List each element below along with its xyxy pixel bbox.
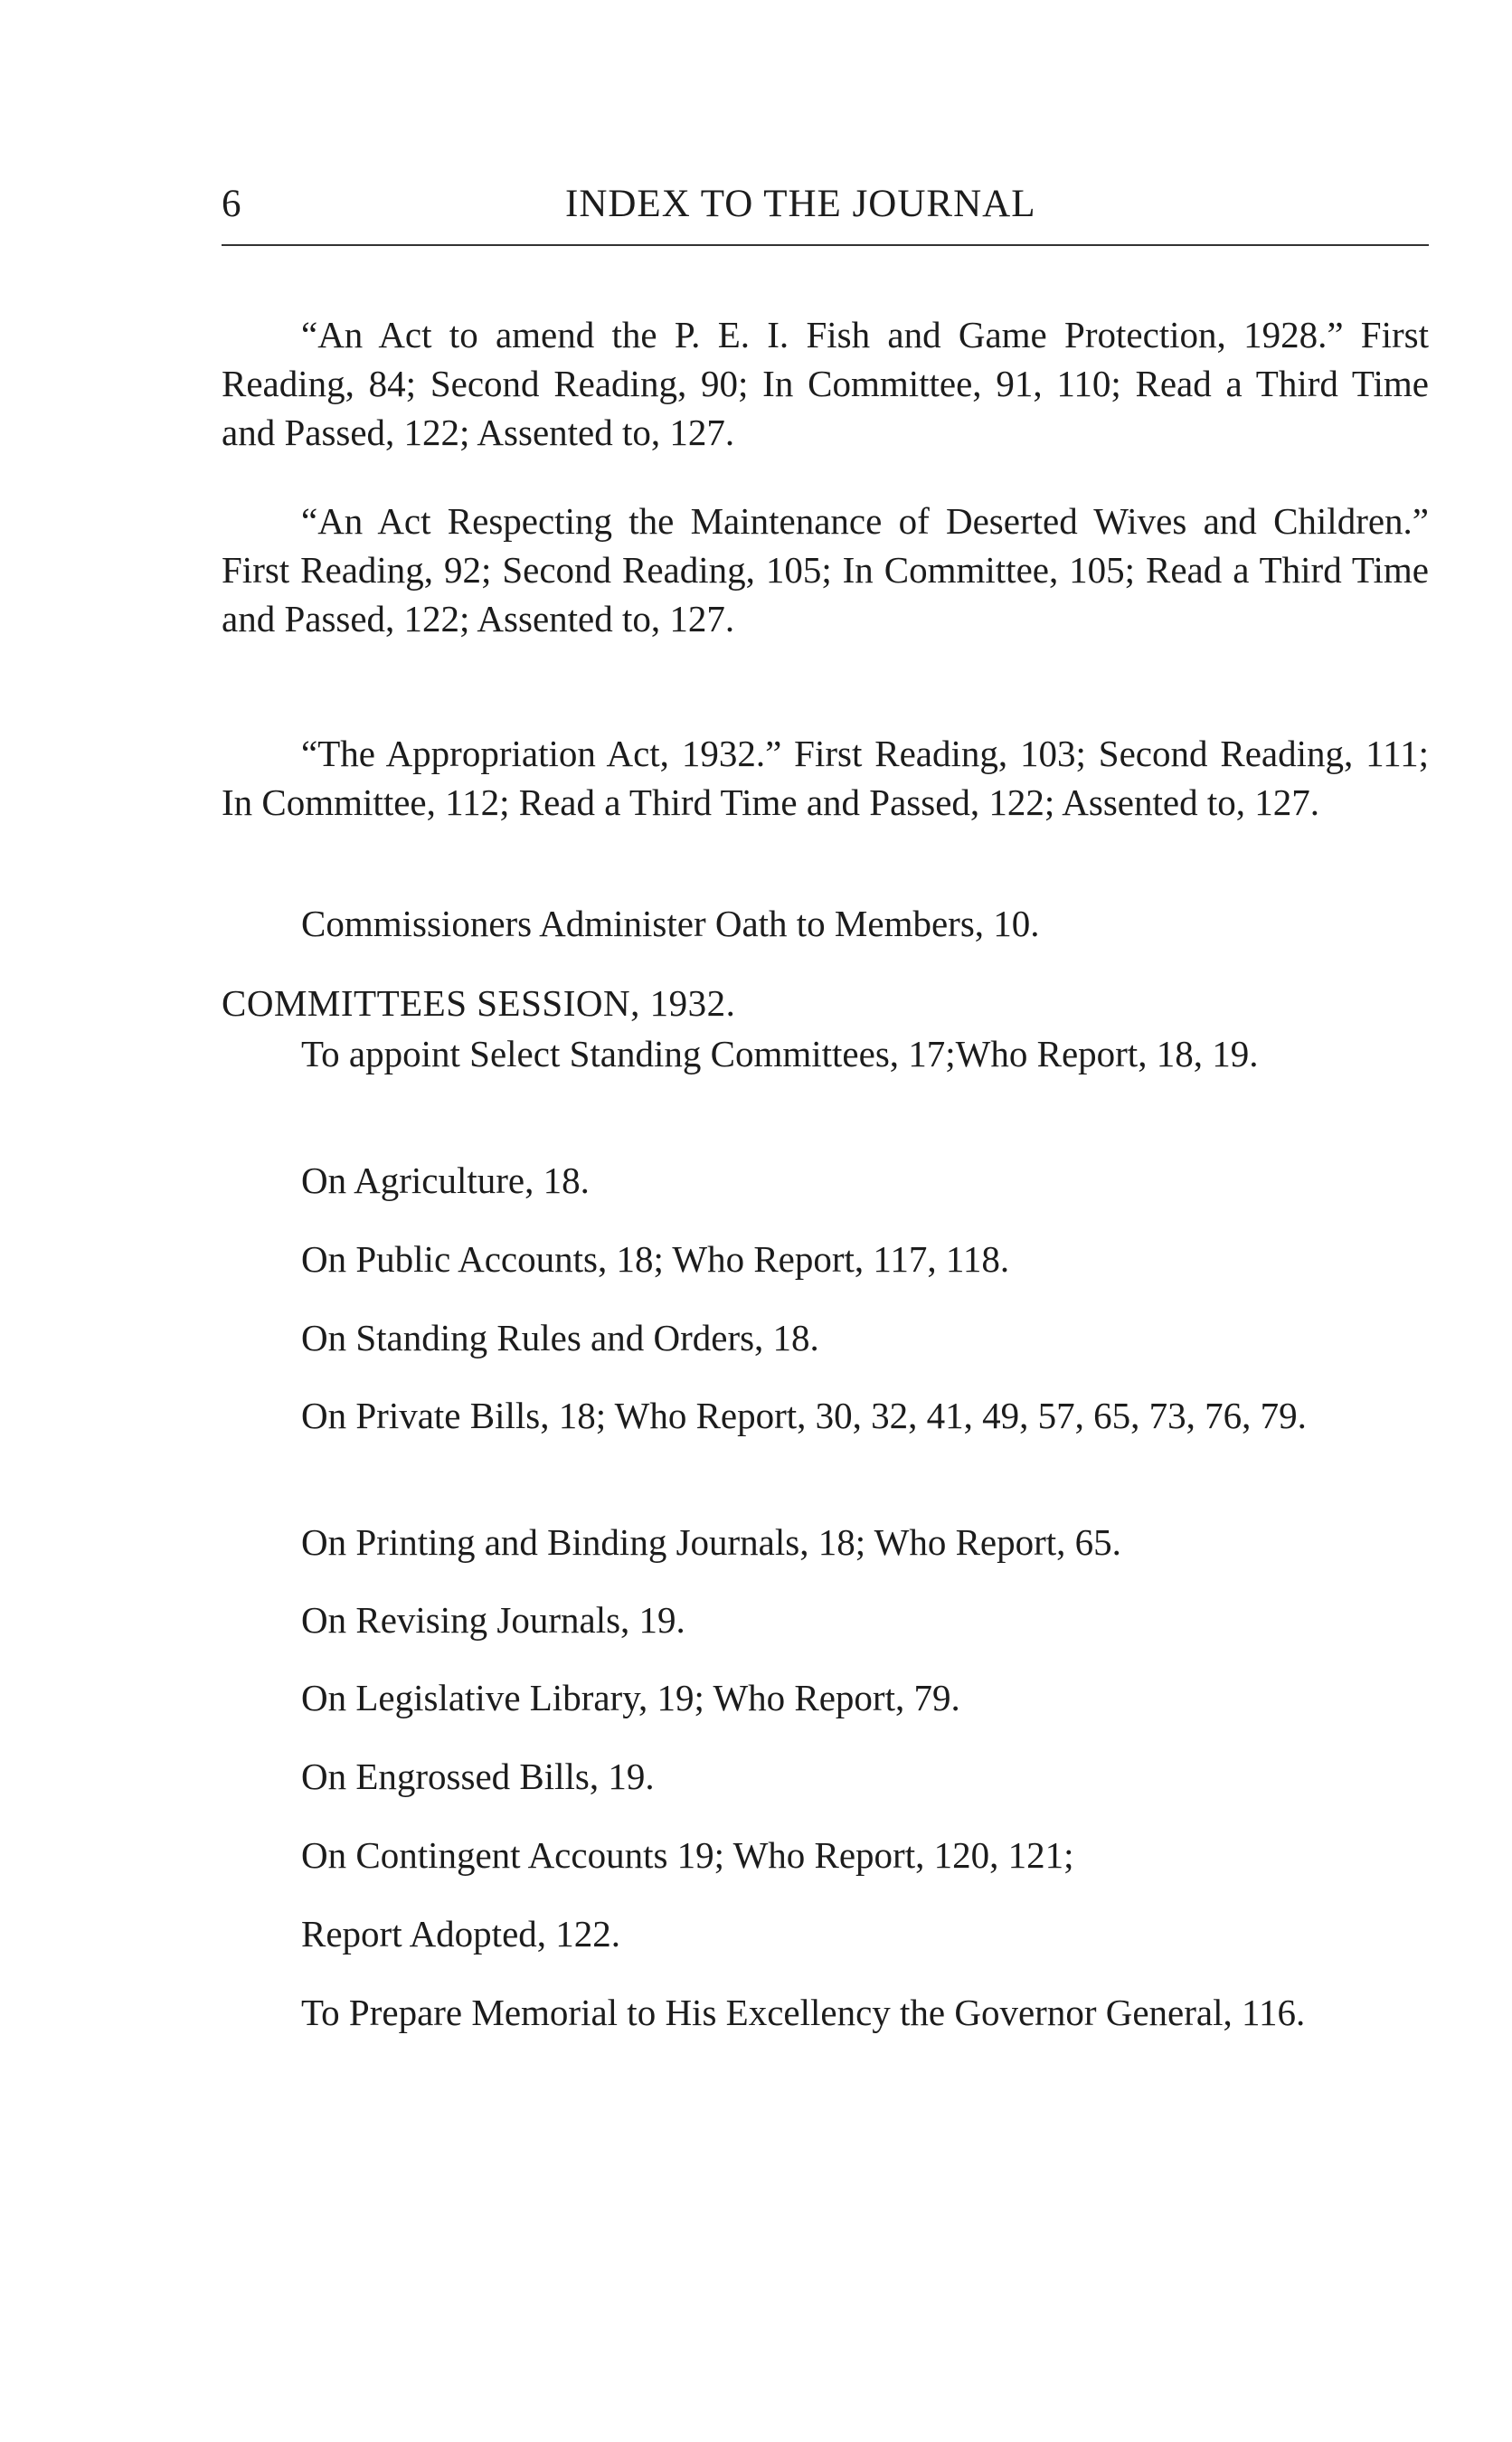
committee-entry-agriculture: On Agriculture, 18. xyxy=(301,1159,590,1201)
committees-heading: COMMITTEES SESSION, 1932. xyxy=(222,982,736,1024)
committee-entry-report-adopted: Report Adopted, 122. xyxy=(301,1913,621,1955)
running-title: INDEX TO THE JOURNAL xyxy=(565,183,1036,225)
header-rule xyxy=(222,244,1429,246)
page-number: 6 xyxy=(222,183,241,225)
committee-entry-public-accounts: On Public Accounts, 18; Who Report, 117, 118. xyxy=(301,1238,1010,1280)
committee-entry-printing-binding: On Printing and Binding Journals, 18; Who Report, 65. xyxy=(301,1521,1121,1563)
page-header xyxy=(222,177,1429,232)
commissioners-entry: Commissioners Administer Oath to Members, 10. xyxy=(301,903,1040,944)
act-entry-fish-game: “An Act to amend the P. E. I. Fish and Game Protection, 1928.” First Reading, 84; Second Reading, 90; In Committee, 91, 110; Read a Third Time and Passed, 122; Assented to, 127. xyxy=(222,314,1429,453)
committee-entry-memorial-governor: To Prepare Memorial to His Excellency the Governor General, 116. xyxy=(301,1992,1306,2033)
committee-entry-standing-rules: On Standing Rules and Orders, 18. xyxy=(301,1317,819,1358)
act-entry-appropriation: “The Appropriation Act, 1932.” First Reading, 103; Second Reading, 111; In Committee, 112; Read a Third Time and Passed, 122; Assented to, 127. xyxy=(222,733,1429,823)
committee-entry-private-bills: On Private Bills, 18; Who Report, 30, 32, 41, 49, 57, 65, 73, 76, 79. xyxy=(301,1395,1307,1436)
committee-entry-engrossed-bills: On Engrossed Bills, 19. xyxy=(301,1756,655,1797)
committee-entry-contingent-accounts: On Contingent Accounts 19; Who Report, 120, 121; xyxy=(301,1834,1074,1876)
committee-entry-revising-journals: On Revising Journals, 19. xyxy=(301,1599,685,1641)
act-entry-deserted-wives: “An Act Respecting the Maintenance of Deserted Wives and Children.” First Reading, 92; Second Reading, 105; In Committee, 105; Read a Third Time and Passed, 122; Assented to, 127. xyxy=(222,500,1429,639)
committee-entry-legislative-library: On Legislative Library, 19; Who Report, 79. xyxy=(301,1677,960,1718)
committee-entry-select-standing: To appoint Select Standing Committees, 17;Who Report, 18, 19. xyxy=(301,1033,1259,1074)
